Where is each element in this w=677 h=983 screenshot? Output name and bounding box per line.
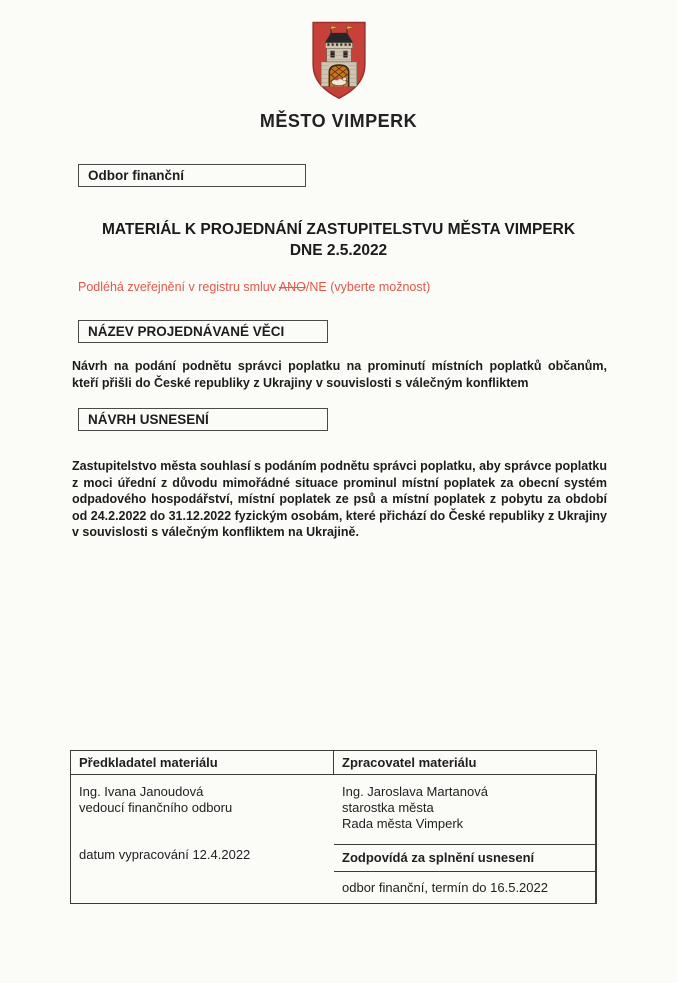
nazev-body-text: Návrh na podání podnětu správci poplatku na prominutí místních poplatků občanům, kteří přišli do České republiky z Ukrajiny v souvislosti s válečným konfliktem bbox=[72, 359, 607, 390]
table-header-predkladatel: Předkladatel materiálu bbox=[71, 751, 334, 775]
navrh-body-text: Zastupitelstvo města souhlasí s podáním podnětu správci poplatku, aby správce poplatku z moci úřední z důvodu mimořádné situace prominul místní poplatek za obecní systém odpadového hospodářství, místní poplatek ze psů a místní poplatek z pobytu za období od 24.2.2022 do 31.12.2022 fyzickým osobám, které přichází do České republiky z Ukrajiny v souvislosti s válečným konfliktem na Ukrajině. bbox=[72, 459, 607, 539]
document-title bbox=[30, 220, 647, 261]
responsibility-value: odbor finanční, termín do 16.5.2022 bbox=[334, 872, 596, 903]
submitter-cell bbox=[334, 775, 596, 845]
page-title: MĚSTO VIMPERK bbox=[259, 111, 418, 131]
vimperk-coat-of-arms-icon bbox=[308, 20, 370, 100]
section-heading-navrh bbox=[78, 408, 328, 431]
department-box bbox=[78, 164, 306, 187]
registry-publication-note bbox=[78, 280, 677, 294]
processor-name: Ing. Ivana Janoudová bbox=[79, 783, 204, 799]
document-page bbox=[0, 20, 677, 983]
registry-note-suffix: /NE (vyberte možnost) bbox=[305, 280, 431, 294]
section-heading-nazev bbox=[78, 320, 328, 343]
document-title-line2: DNE 2.5.2022 bbox=[289, 241, 388, 259]
submitter-body: Rada města Vimperk bbox=[342, 815, 464, 831]
processor-cell bbox=[71, 775, 334, 903]
materials-info-table bbox=[70, 750, 597, 904]
registry-note-prefix: Podléhá zveřejnění v registru smluv bbox=[78, 280, 279, 294]
table-header-zpracovatel: Zpracovatel materiálu bbox=[334, 751, 596, 775]
section-heading-navrh-label: NÁVRH USNESENÍ bbox=[88, 412, 209, 427]
document-title-line1: MATERIÁL K PROJEDNÁNÍ ZASTUPITELSTVU MĚSTA VIMPERK bbox=[101, 221, 576, 238]
submitter-role: starostka města bbox=[342, 799, 434, 815]
submitter-name: Ing. Jaroslava Martanová bbox=[342, 783, 488, 799]
responsibility-header: Zodpovídá za splnění usnesení bbox=[334, 845, 596, 872]
registry-note-option-ano: ANO bbox=[278, 280, 306, 294]
section-heading-nazev-label: NÁZEV PROJEDNÁVANÉ VĚCI bbox=[88, 324, 285, 339]
date-prepared: datum vypracování 12.4.2022 bbox=[79, 846, 251, 862]
processor-role: vedoucí finančního odboru bbox=[79, 799, 233, 815]
department-label: Odbor finanční bbox=[88, 168, 184, 183]
